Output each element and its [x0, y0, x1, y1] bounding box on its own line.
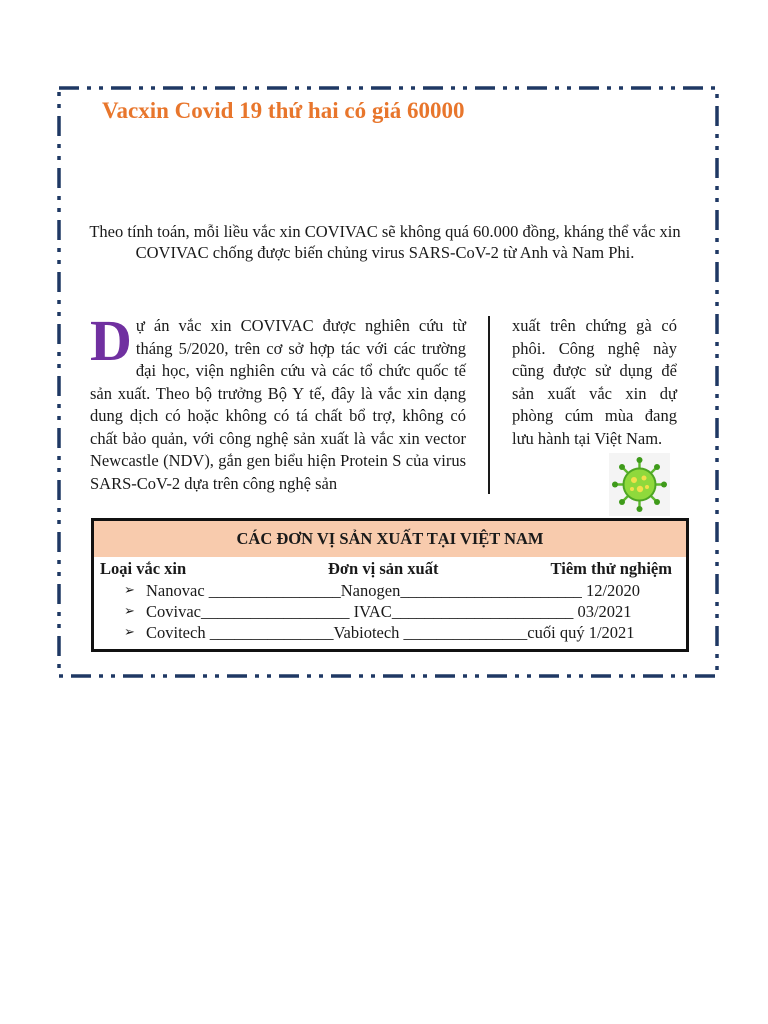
- table-heading: CÁC ĐƠN VỊ SẢN XUẤT TẠI VIỆT NAM: [94, 521, 686, 557]
- column-header-vaccine-type: Loại vắc xin: [100, 559, 187, 578]
- table-row: [124, 622, 670, 643]
- table-column-headers: [100, 559, 672, 581]
- arrow-bullet-icon: ➢: [124, 604, 135, 619]
- article-title: Vacxin Covid 19 thứ hai có giá 60000: [102, 98, 465, 123]
- column-divider: [488, 316, 490, 494]
- article-summary: Theo tính toán, mỗi liều vắc xin COVIVAC sẽ không quá 60.000 đồng, kháng thể vắc xin COVIVAC chống được biến chủng virus SARS-CoV-2 từ Anh và Nam Phi.: [89, 222, 681, 262]
- row-text: Nanovac ________________Nanogen______________________ 12/2020: [146, 580, 641, 600]
- table-row: [124, 580, 670, 601]
- article-left-text: ự án vắc xin COVIVAC được nghiên cứu từ tháng 5/2020, trên cơ sở hợp tác với các trường đại học, viện nghiên cứu và các tổ chức quốc tế sản xuất. Theo bộ trưởng Bộ Y tế, đây là vắc xin dạng dung dịch có hoặc không có tá chất bổ trợ, không có chất bảo quản, với công nghệ sản xuất là vắc xin vector Newcastle (NDV), gắn gen biểu hiện Protein S của virus SARS-CoV-2 dựa trên công nghệ sản: [90, 316, 466, 493]
- column-header-producer: Đơn vị sản xuất: [328, 559, 439, 578]
- row-text: Covitech _______________Vabiotech _______________cuối quý 1/2021: [146, 622, 635, 642]
- arrow-bullet-icon: ➢: [124, 625, 135, 640]
- article-column-right: xuất trên chứng gà có phôi. Công nghệ này cũng được sử dụng để sản xuất vắc xin dự phòng cúm mùa đang lưu hành tại Việt Nam.: [512, 316, 677, 448]
- table-row: [124, 601, 670, 622]
- column-header-trial-date: Tiêm thử nghiệm: [550, 559, 672, 578]
- producers-table: [91, 518, 689, 652]
- virus-icon: [609, 453, 670, 516]
- drop-cap-letter: D: [90, 308, 132, 373]
- row-text: Covivac__________________ IVAC______________________ 03/2021: [146, 601, 632, 621]
- arrow-bullet-icon: ➢: [124, 583, 135, 598]
- article-column-left: [90, 308, 466, 495]
